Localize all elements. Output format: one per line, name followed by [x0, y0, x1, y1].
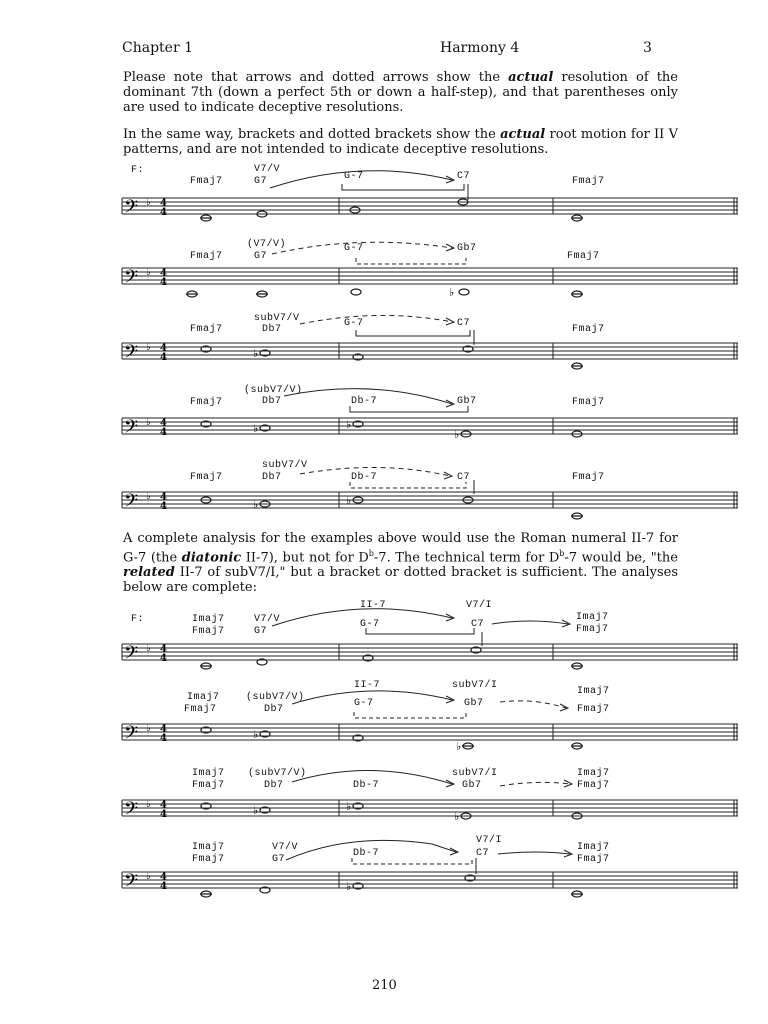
flat-icon: ♭ — [346, 494, 352, 507]
roman-label: V7/V — [254, 614, 281, 625]
chord-label: Gb7 — [464, 698, 484, 709]
bass-clef-icon: 𝄢 — [124, 723, 139, 748]
chord-label: Fmaj7 — [190, 472, 223, 483]
flat-icon: ♭ — [146, 723, 151, 734]
header-page-number: 3 — [643, 40, 652, 56]
chord-label: Fmaj7 — [190, 251, 223, 262]
time-sig-top: 4 — [160, 492, 167, 503]
resolution-arrow — [300, 467, 450, 476]
chord-label: Fmaj7 — [572, 176, 605, 187]
roman-label: V7/I — [466, 600, 493, 611]
resolution-arrow — [300, 315, 452, 324]
staff — [0, 382, 768, 452]
roman-label: subV7/V — [262, 460, 308, 471]
staff — [0, 458, 768, 528]
flat-icon: ♭ — [449, 286, 455, 299]
bracket — [356, 258, 466, 264]
flat-icon: ♭ — [146, 643, 151, 654]
time-sig-top: 4 — [160, 198, 167, 209]
chord-label: Fmaj7 — [190, 397, 223, 408]
chord-label: Fmaj7 — [192, 626, 225, 637]
roman-label: subV7/V — [254, 313, 300, 324]
chord-label: Fmaj7 — [192, 854, 225, 865]
time-sig-bottom: 4 — [160, 427, 167, 438]
chord-label: Fmaj7 — [577, 780, 610, 791]
resolution-arrow — [270, 171, 452, 188]
roman-label: (subV7/V) — [246, 692, 305, 703]
roman-label: V7/I — [476, 835, 503, 846]
resolution-arrow — [272, 242, 452, 254]
time-sig-top: 4 — [160, 724, 167, 735]
bracket — [350, 482, 466, 488]
staff — [0, 760, 768, 840]
chord-label: G7 — [254, 251, 268, 262]
page-number: 210 — [372, 978, 397, 993]
roman-label: Imaj7 — [192, 842, 225, 853]
roman-label: subV7/I — [452, 680, 498, 691]
chord-label: Fmaj7 — [572, 324, 605, 335]
resolution-arrow — [292, 691, 452, 704]
resolution-arrow — [500, 701, 566, 708]
bass-clef-icon: 𝄢 — [124, 643, 139, 668]
flat-icon: ♭ — [146, 267, 151, 278]
paragraph-complete-analysis: A complete analysis for the examples above would use the Roman numeral II-7 for G-7 (the diatonic II-7), but not for $D^b-7$. The technical term for $D^b-7$ would be, "the related II-7 of subV7/I," but a bracket or dotted bracket is sufficient. The analyses below are complete: — [123, 531, 678, 596]
chord-label: Db7 — [264, 704, 284, 715]
flat-icon: ♭ — [456, 740, 462, 753]
roman-label: subV7/I — [452, 768, 498, 779]
time-sig-bottom: 4 — [160, 277, 167, 288]
chord-label: C7 — [476, 848, 490, 859]
time-sig-bottom: 4 — [160, 733, 167, 744]
time-sig-bottom: 4 — [160, 207, 167, 218]
chord-label: C7 — [471, 619, 485, 630]
time-sig-top: 4 — [160, 268, 167, 279]
chord-label: Fmaj7 — [572, 397, 605, 408]
time-sig-bottom: 4 — [160, 881, 167, 892]
time-sig-bottom: 4 — [160, 809, 167, 820]
resolution-arrow — [272, 609, 452, 626]
chord-label: G-7 — [354, 698, 374, 709]
chord-label: G7 — [254, 626, 268, 637]
chord-label: Db7 — [262, 472, 282, 483]
time-sig-top: 4 — [160, 418, 167, 429]
flat-icon: ♭ — [146, 342, 151, 353]
roman-label: (V7/V) — [247, 239, 287, 250]
resolution-arrow — [284, 389, 452, 404]
chord-label: Fmaj7 — [576, 624, 609, 635]
chord-label: Db7 — [262, 396, 282, 407]
roman-label: Imaj7 — [192, 768, 225, 779]
resolution-arrow — [500, 782, 570, 786]
roman-label: Imaj7 — [577, 842, 610, 853]
time-sig-top: 4 — [160, 343, 167, 354]
flat-icon: ♭ — [146, 871, 151, 882]
bracket — [356, 330, 470, 336]
chord-label: Gb7 — [457, 396, 477, 407]
bracket — [366, 628, 474, 634]
chord-label: Db-7 — [351, 396, 378, 407]
flat-icon: ♭ — [146, 197, 151, 208]
chord-label: G-7 — [344, 171, 364, 182]
resolution-arrow — [498, 852, 570, 854]
chord-label: Fmaj7 — [190, 324, 223, 335]
roman-label: II-7 — [360, 600, 387, 611]
time-sig-bottom: 4 — [160, 352, 167, 363]
chord-label: Db-7 — [351, 472, 378, 483]
bass-clef-icon: 𝄢 — [124, 267, 139, 292]
chord-label: Fmaj7 — [192, 780, 225, 791]
chord-label: Db7 — [264, 780, 284, 791]
roman-label: Imaj7 — [187, 692, 220, 703]
paragraph-note-brackets: In the same way, brackets and dotted brackets show the actual root motion for II V patterns, and are not intended to indicate deceptive resolutions. — [123, 127, 678, 157]
bracket — [352, 858, 472, 864]
bass-clef-icon: 𝄢 — [124, 491, 139, 516]
key-label: F: — [131, 165, 145, 176]
arrow-head — [446, 244, 454, 251]
bass-clef-icon: 𝄢 — [124, 799, 139, 824]
roman-label: Imaj7 — [576, 612, 609, 623]
flat-icon: ♭ — [253, 728, 259, 741]
staff — [0, 160, 768, 230]
staff — [0, 596, 768, 676]
flat-icon: ♭ — [253, 347, 259, 360]
roman-label: Imaj7 — [577, 768, 610, 779]
bracket — [350, 406, 468, 412]
note-head — [459, 289, 469, 295]
time-sig-top: 4 — [160, 800, 167, 811]
roman-label: Imaj7 — [192, 614, 225, 625]
flat-icon: ♭ — [253, 422, 259, 435]
chord-label: C7 — [457, 318, 471, 329]
chord-label: Fmaj7 — [577, 704, 610, 715]
roman-label: (subV7/V) — [244, 385, 303, 396]
emphasis-diatonic: diatonic — [181, 550, 242, 566]
chord-label: Gb7 — [462, 780, 482, 791]
chord-label: Fmaj7 — [190, 176, 223, 187]
chord-label: Db7 — [262, 324, 282, 335]
roman-label: II-7 — [354, 680, 381, 691]
roman-label: V7/V — [254, 164, 281, 175]
paragraph-note-arrows: Please note that arrows and dotted arrows show the actual resolution of the dominant 7th (down a perfect 5th or down a half-step), and that parentheses only are used to indicate deceptive resolutions. — [123, 70, 679, 115]
chord-label: C7 — [457, 171, 471, 182]
chord-label: G-7 — [344, 318, 364, 329]
bass-clef-icon: 𝄢 — [124, 197, 139, 222]
section-title: Harmony 4 — [440, 40, 520, 56]
chapter-label: Chapter 1 — [122, 40, 193, 56]
resolution-arrow — [292, 770, 452, 784]
chord-label: G-7 — [360, 619, 380, 630]
chord-label: Fmaj7 — [184, 704, 217, 715]
time-sig-bottom: 4 — [160, 501, 167, 512]
flat-icon: ♭ — [346, 418, 352, 431]
resolution-arrow — [492, 621, 568, 624]
flat-icon: ♭ — [454, 810, 460, 823]
chord-label: G7 — [254, 176, 268, 187]
flat-icon: ♭ — [346, 880, 352, 893]
staff — [0, 676, 768, 756]
bass-clef-icon: 𝄢 — [124, 871, 139, 896]
staff — [0, 832, 768, 912]
resolution-arrow — [286, 840, 456, 860]
chord-label: Db-7 — [353, 780, 380, 791]
chord-label: C7 — [457, 472, 471, 483]
flat-icon: ♭ — [146, 799, 151, 810]
flat-icon: ♭ — [253, 804, 259, 817]
bass-clef-icon: 𝄢 — [124, 417, 139, 442]
bass-clef-icon: 𝄢 — [124, 342, 139, 367]
chord-label: Gb7 — [457, 243, 477, 254]
emphasis-related: related — [123, 565, 175, 581]
chord-label: Fmaj7 — [567, 251, 600, 262]
chord-label: G7 — [272, 854, 286, 865]
flat-icon: ♭ — [253, 498, 259, 511]
chord-label: Fmaj7 — [577, 854, 610, 865]
time-sig-top: 4 — [160, 872, 167, 883]
flat-icon: ♭ — [346, 800, 352, 813]
time-sig-bottom: 4 — [160, 653, 167, 664]
emphasis-actual: actual — [508, 70, 554, 85]
chord-label: Db-7 — [353, 848, 380, 859]
note-head — [351, 289, 361, 295]
roman-label: V7/V — [272, 842, 299, 853]
roman-label: Imaj7 — [577, 686, 610, 697]
flat-icon: ♭ — [146, 417, 151, 428]
staff — [0, 308, 768, 378]
key-label: F: — [131, 614, 145, 625]
flat-icon: ♭ — [146, 491, 151, 502]
time-sig-top: 4 — [160, 644, 167, 655]
emphasis-actual: actual — [500, 127, 546, 142]
roman-label: (subV7/V) — [248, 768, 307, 779]
bracket — [342, 184, 464, 190]
chord-label: G-7 — [344, 243, 364, 254]
staff — [0, 236, 768, 306]
bracket — [354, 712, 466, 718]
flat-icon: ♭ — [454, 428, 460, 441]
chord-label: Fmaj7 — [572, 472, 605, 483]
